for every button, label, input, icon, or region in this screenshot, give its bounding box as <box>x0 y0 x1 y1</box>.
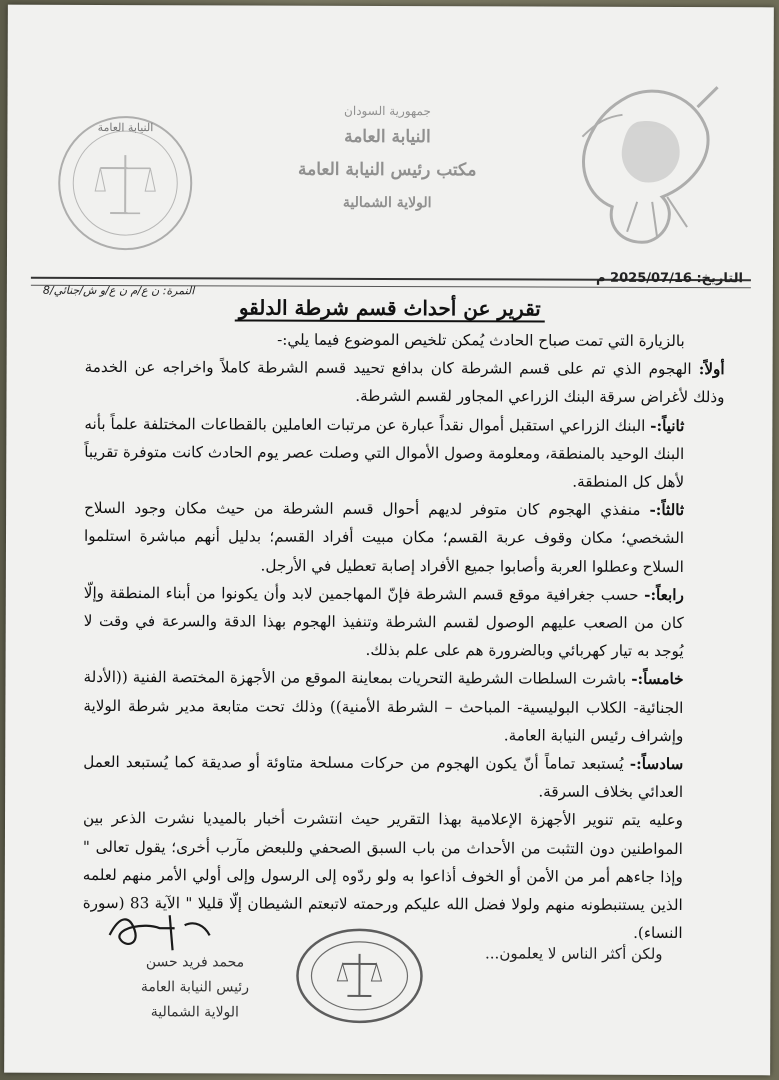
signatory-state: الولاية الشمالية <box>150 1004 239 1021</box>
letterhead <box>187 100 587 220</box>
letterhead-office: النيابة العامة <box>344 126 431 148</box>
intro-paragraph <box>85 325 725 355</box>
official-stamp <box>292 926 427 1026</box>
point-label: رابعاً:- <box>644 585 684 604</box>
document-number: النمرة: ن ع/م ن ع/و ش/جنائي/8 <box>42 283 195 298</box>
document-title <box>7 295 773 322</box>
point-3 <box>84 494 724 581</box>
paragraph-text: باشرت السلطات الشرطية التحريات بمعاينة الموقع من الأجهزة المختصة الفنية ((الأدلة الجنائية- الكلاب البوليسية- المباحث – الشرطة الأمنية)) وذلك تحت متابعة مدير شرطة الولاية وإشراف رئيس النيابة العامة. <box>83 668 684 745</box>
point-6 <box>83 748 723 807</box>
letterhead-department: مكتب رئيس النيابة العامة <box>297 159 477 181</box>
sudan-emblem-icon <box>567 77 723 253</box>
point-1 <box>84 353 724 412</box>
point-5 <box>83 663 723 750</box>
point-label: سادساً:- <box>629 754 684 774</box>
point-2 <box>84 410 724 497</box>
paragraph-text: بالزيارة التي تمت صباح الحادث يُمكن تلخيص الموضوع فيما يلي:- <box>277 330 685 351</box>
paragraph-text: الهجوم الذي تم على قسم الشرطة كان بدافع تحييد قسم الشرطة كاملاً واخراجه عن الخدمة وذلك لأغراض سرقة البنك الزراعي المجاور لقسم الشرطة. <box>84 358 725 407</box>
closing-line: ولكن أكثر الناس لا يعلمون... <box>484 944 663 963</box>
document-page <box>4 5 774 1076</box>
paragraph-text: وعليه يتم تنوير الأجهزة الإعلامية بهذا التقرير حيث انتشرت أخبار بالميديا نشرت الذعر بين المواطنين دون التثبت من الأحداث من باب السبق الصحفي وللبعض مآرب أخرى؛ يقول تعالى " وإذا جاءهم أمر من الأمن أو الخوف أذاعوا به ولو ردّوه إلى الرسول وإلى أولي الأمر منهم لعلمه الذين يستنبطونه منهم ولولا فضل الله عليكم ورحمته لاتبعتم الشيطان إلّا قليلا " الآية 83 (سورة النساء). <box>82 809 684 943</box>
point-label: خامساً:- <box>631 670 684 689</box>
seal-top-text: النيابة العامة <box>97 120 154 135</box>
point-4 <box>84 579 724 666</box>
document-title-text: تقرير عن أحداث قسم شرطة الدلقو <box>235 295 545 322</box>
signatory-block <box>102 920 287 1026</box>
paragraph-text: يُستبعد تماماً أنّ يكون الهجوم من حركات مسلحة متاوئة أو صديقة كما يُستبعد العمل العدائي بخلاف السرقة. <box>83 752 684 802</box>
document-date: التاريخ: 2025/07/16 م <box>595 270 743 287</box>
signatory-name: محمد فريد حسن <box>145 954 245 971</box>
letterhead-state: الولاية الشمالية <box>342 194 432 212</box>
point-label: أولاً: <box>698 360 725 379</box>
point-label: ثانياً:- <box>650 416 685 435</box>
report-body <box>83 325 725 948</box>
point-label: ثالثاً:- <box>649 501 685 520</box>
paragraph-text: البنك الزراعي استقبل أموال نقداً عبارة عن مرتبات العاملين بالقطاعات المختلفة علماً بأنه البنك الوحيد بالمنطقة، ومعلومة وصول الأموال التي وصلت عصر يوم الحادث كانت متوفرة تقريباً لأهل كل المنطقة. <box>84 414 685 492</box>
paragraph-text: حسب جغرافية موقع قسم الشرطة فإنّ المهاجمين لابد وأن يكونوا من أبناء المنطقة وإلّا كان من الصعب عليهم الوصول لقسم الشرطة وتنفيذ الهجوم بهذا الدقة والسرعة في وقت لا يُوجد به تيار كهربائي وبالضرورة هم على علم بذلك. <box>83 583 684 661</box>
letterhead-country: جمهورية السودان <box>344 103 431 119</box>
paragraph-text: منفذي الهجوم كان متوفر لديهم أحوال قسم الشرطة من حيث مكان وجود السلاح الشخصي؛ مكان وقوف عربة القسم؛ مكان مبيت أفراد القسم؛ بدليل أنهم مباشرة استلموا السلاح وعطلوا العربة وأصابوا جميع الأفراد إصابة تعطيل في الأرجل. <box>83 499 685 576</box>
signatory-title: رئيس النيابة العامة <box>140 979 250 996</box>
